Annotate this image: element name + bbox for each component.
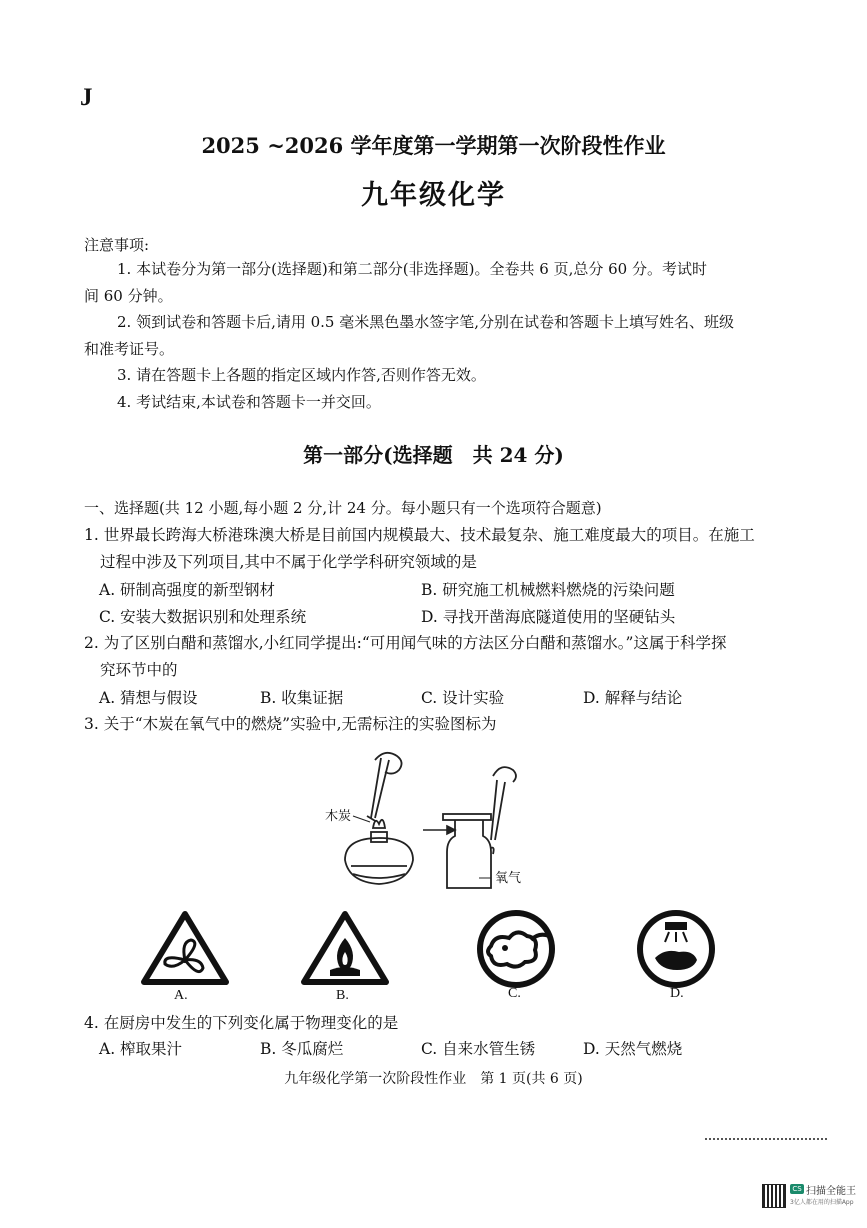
notice-item-1-line-1: 1. 本试卷分为第一部分(选择题)和第二部分(非选择题)。全卷共 6 页,总分 60 分。考试时 [117,260,707,278]
qr-code-icon [762,1184,786,1208]
hot-object-icon [475,908,557,990]
icon-option-d-label: D. [670,986,684,1001]
question-1-line-1: 1. 世界最长跨海大桥港珠澳大桥是目前国内规模最大、技术最复杂、施工难度最大的项目。在施工 [84,526,755,544]
section-heading: 一、选择题(共 12 小题,每小题 2 分,计 24 分。每小题只有一个选项符合题意) [84,499,602,517]
question-2-option-b: B. 收集证据 [260,689,344,707]
paper-code-letter: J [80,84,93,111]
question-2-line-2: 究环节中的 [100,661,178,679]
icon-option-c-label: C. [508,986,521,1001]
notice-heading: 注意事项: [84,236,150,254]
question-3-stem: 3. 关于“木炭在氧气中的燃烧”实验中,无需标注的实验图标为 [84,715,497,733]
question-2-option-a: A. 猜想与假设 [99,689,198,707]
part-1-title: 第一部分(选择题 共 24 分) [303,443,564,467]
scanner-app-name: 扫描全能王 [806,1186,856,1197]
notice-item-1-line-2: 间 60 分钟。 [84,287,173,305]
question-1-option-b: B. 研究施工机械燃料燃烧的污染问题 [421,581,675,599]
exam-title: 2025 ~2026 学年度第一学期第一次阶段性作业 [201,133,666,158]
question-4-option-d: D. 天然气燃烧 [583,1040,683,1058]
gas-bottle-icon [443,767,516,888]
question-1-stem [84,522,774,576]
arrow-right-icon [423,826,455,834]
notice-item-2-line-2: 和准考证号。 [84,340,175,358]
oxygen-label: 氧气 [495,871,522,886]
question-1-option-a: A. 研制高强度的新型钢材 [99,581,276,599]
charcoal-combustion-diagram [315,740,565,895]
scanner-app-slogan: 3亿人都在用的扫描App [790,1199,854,1206]
question-1-line-2: 过程中涉及下列项目,其中不属于化学学科研究领域的是 [100,553,477,571]
alcohol-lamp-icon [345,820,413,884]
question-4-stem: 4. 在厨房中发生的下列变化属于物理变化的是 [84,1014,399,1032]
question-2-option-c: C. 设计实验 [421,689,505,707]
question-2-stem [84,630,774,684]
dotted-divider [705,1138,827,1140]
notice-item-2-line-1: 2. 领到试卷和答题卡后,请用 0.5 毫米黑色墨水签字笔,分别在试卷和答题卡上填写姓名、班级 [117,313,735,331]
question-4-option-c: C. 自来水管生锈 [421,1040,536,1058]
hand-tongs-left-icon [367,753,402,822]
charcoal-label: 木炭 [325,809,352,824]
question-2-line-1: 2. 为了区别白醋和蒸馏水,小红同学提出:“可用闻气味的方法区分白醋和蒸馏水。”这属于科学探 [84,634,727,652]
notice-item-2 [84,309,784,363]
question-4-option-b: B. 冬瓜腐烂 [260,1040,344,1058]
icon-option-b-label: B. [336,988,349,1003]
wash-hands-icon [635,908,717,990]
ventilation-fan-icon [140,910,230,988]
notice-item-4: 4. 考试结束,本试卷和答题卡一并交回。 [117,393,381,411]
question-1-option-d: D. 寻找开凿海底隧道使用的坚硬钻头 [421,608,676,626]
open-flame-icon [300,910,390,988]
notice-item-1 [84,256,784,310]
page-footer: 九年级化学第一次阶段性作业 第 1 页(共 6 页) [284,1071,583,1087]
question-2-option-d: D. 解释与结论 [583,689,683,707]
icon-option-a-label: A. [174,988,188,1003]
exam-subtitle: 九年级化学 [361,180,506,211]
question-1-option-c: C. 安装大数据识别和处理系统 [99,608,307,626]
question-4-option-a: A. 榨取果汁 [99,1040,183,1058]
scanner-logo-icon: CS [790,1184,804,1194]
notice-item-3: 3. 请在答题卡上各题的指定区域内作答,否则作答无效。 [117,366,486,384]
